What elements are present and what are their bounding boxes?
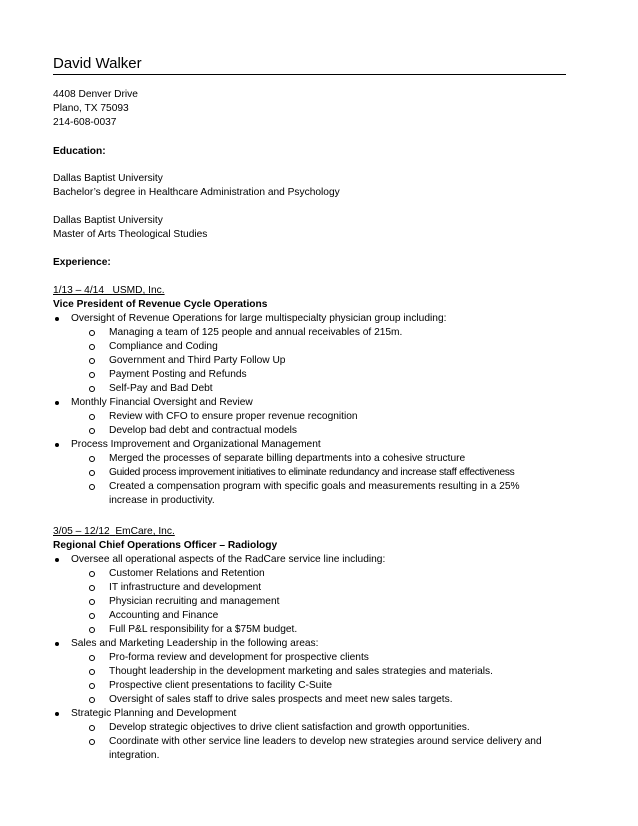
sub-bullets (71, 721, 573, 763)
circle-bullet-icon (89, 344, 95, 350)
job-entry-1 (53, 284, 573, 508)
education-degree: Master of Arts Theological Studies (53, 229, 208, 240)
sub-bullets (71, 651, 573, 707)
list-item (53, 707, 573, 763)
circle-bullet-icon (89, 484, 95, 490)
list-item (71, 679, 573, 693)
circle-bullet-icon (89, 414, 95, 420)
job-bullets (53, 553, 573, 763)
circle-bullet-icon (89, 372, 95, 378)
sub-bullet-text: Merged the processes of separate billing departments into a cohesive structure (109, 453, 466, 464)
list-item (71, 567, 573, 581)
list-item (53, 637, 573, 707)
bullet-text: Strategic Planning and Development (71, 708, 237, 719)
address-city: Plano, TX 75093 (53, 103, 129, 114)
sub-bullets (71, 567, 573, 637)
circle-bullet-icon (89, 739, 95, 745)
circle-bullet-icon (89, 599, 95, 605)
sub-bullet-text: Physician recruiting and management (109, 596, 280, 607)
list-item (53, 312, 573, 396)
circle-bullet-icon (89, 330, 95, 336)
circle-bullet-icon (89, 585, 95, 591)
circle-bullet-icon (89, 456, 95, 462)
bullet-icon (55, 642, 59, 646)
list-item (71, 354, 573, 368)
list-item (71, 340, 573, 354)
sub-bullet-text: Government and Third Party Follow Up (109, 355, 286, 366)
bullet-text: Sales and Marketing Leadership in the following areas: (71, 638, 319, 649)
list-item (53, 553, 573, 637)
list-item (71, 693, 573, 707)
contact-info (53, 88, 573, 130)
candidate-name: David Walker (53, 54, 566, 75)
list-item (53, 396, 573, 438)
list-item (71, 721, 573, 735)
sub-bullets (71, 326, 573, 396)
bullet-text: Process Improvement and Organizational Management (71, 439, 321, 450)
experience-heading: Experience: (53, 257, 111, 268)
bullet-icon (55, 558, 59, 562)
education-entry-2 (53, 214, 573, 242)
education-entry-1 (53, 172, 573, 200)
list-item (71, 609, 573, 623)
sub-bullet-text: Coordinate with other service line leaders to develop new strategies around service delivery and integration. (109, 736, 542, 761)
circle-bullet-icon (89, 683, 95, 689)
list-item (71, 665, 573, 679)
bullet-icon (55, 443, 59, 447)
education-heading: Education: (53, 146, 106, 157)
list-item (71, 452, 573, 466)
job-dates: 3/05 – 12/12 (53, 526, 110, 537)
list-item (71, 595, 573, 609)
sub-bullet-text: Pro-forma review and development for prospective clients (109, 652, 369, 663)
education-school: Dallas Baptist University (53, 173, 163, 184)
job-entry-2 (53, 525, 573, 763)
job-company: EmCare, Inc. (115, 526, 175, 537)
list-item (71, 581, 573, 595)
list-item (71, 480, 573, 508)
sub-bullet-text: Self-Pay and Bad Debt (109, 383, 213, 394)
sub-bullet-text: Compliance and Coding (109, 341, 218, 352)
experience-section (53, 256, 573, 270)
circle-bullet-icon (89, 386, 95, 392)
job-dates: 1/13 – 4/14 (53, 285, 104, 296)
sub-bullet-text: Accounting and Finance (109, 610, 219, 621)
list-item (71, 410, 573, 424)
bullet-icon (55, 317, 59, 321)
sub-bullet-text: Customer Relations and Retention (109, 568, 265, 579)
sub-bullet-text: Full P&L responsibility for a $75M budget. (109, 624, 298, 635)
list-item (71, 368, 573, 382)
sub-bullets (71, 410, 573, 438)
sub-bullet-text: Oversight of sales staff to drive sales prospects and meet new sales targets. (109, 694, 453, 705)
bullet-text: Oversight of Revenue Operations for large multispecialty physician group including: (71, 313, 447, 324)
list-item (71, 326, 573, 340)
job-company: USMD, Inc. (112, 285, 165, 296)
job-title: Vice President of Revenue Cycle Operations (53, 299, 268, 310)
address-street: 4408 Denver Drive (53, 89, 138, 100)
sub-bullet-text: Payment Posting and Refunds (109, 369, 247, 380)
list-item (71, 651, 573, 665)
sub-bullet-text: Created a compensation program with specific goals and measurements resulting in a 25% increase in productivity. (109, 481, 520, 506)
bullet-icon (55, 401, 59, 405)
sub-bullets (71, 452, 573, 508)
sub-bullet-text: Develop bad debt and contractual models (109, 425, 298, 436)
sub-bullet-text: Prospective client presentations to facility C-Suite (109, 680, 333, 691)
bullet-text: Oversee all operational aspects of the RadCare service line including: (71, 554, 386, 565)
job-dates-company (53, 284, 573, 298)
sub-bullet-text: Managing a team of 125 people and annual receivables of 215m. (109, 327, 403, 338)
circle-bullet-icon (89, 428, 95, 434)
sub-bullet-text: IT infrastructure and development (109, 582, 262, 593)
circle-bullet-icon (89, 697, 95, 703)
job-title: Regional Chief Operations Officer – Radiology (53, 540, 278, 551)
circle-bullet-icon (89, 358, 95, 364)
sub-bullet-text: Guided process improvement initiatives to eliminate redundancy and increase staff effectiveness (109, 467, 515, 478)
education-degree: Bachelor’s degree in Healthcare Administration and Psychology (53, 187, 340, 198)
education-school: Dallas Baptist University (53, 215, 163, 226)
list-item (71, 382, 573, 396)
list-item (71, 623, 573, 637)
circle-bullet-icon (89, 655, 95, 661)
phone-number: 214-608-0037 (53, 117, 117, 128)
sub-bullet-text: Develop strategic objectives to drive client satisfaction and growth opportunities. (109, 722, 470, 733)
job-dates-company (53, 525, 573, 539)
bullet-text: Monthly Financial Oversight and Review (71, 397, 253, 408)
circle-bullet-icon (89, 627, 95, 633)
circle-bullet-icon (89, 725, 95, 731)
job-bullets (53, 312, 573, 508)
sub-bullet-text: Thought leadership in the development marketing and sales strategies and materials. (109, 666, 493, 677)
list-item (71, 466, 573, 480)
bullet-icon (55, 712, 59, 716)
list-item (71, 735, 573, 763)
sub-bullet-text: Review with CFO to ensure proper revenue recognition (109, 411, 358, 422)
circle-bullet-icon (89, 613, 95, 619)
circle-bullet-icon (89, 571, 95, 577)
circle-bullet-icon (89, 669, 95, 675)
education-section (53, 145, 573, 159)
list-item (53, 438, 573, 508)
circle-bullet-icon (89, 470, 95, 476)
list-item (71, 424, 573, 438)
